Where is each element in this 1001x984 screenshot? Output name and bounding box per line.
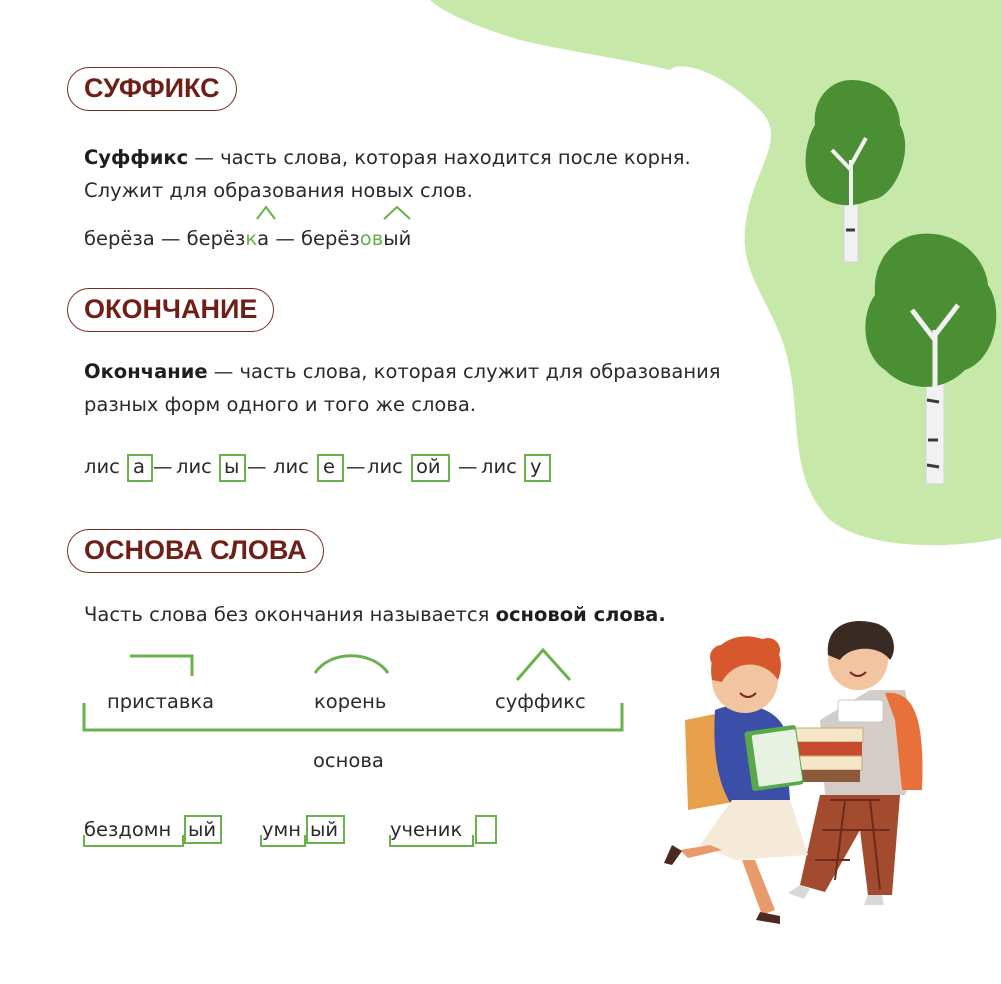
section-title-suffix: СУФФИКС [67, 67, 237, 111]
ending-example-stem-1: лис [84, 455, 120, 478]
root-symbol [315, 656, 388, 673]
stem-def-plain: Часть слова без окончания называется [84, 603, 496, 626]
stem-def-bold: основой слова. [495, 603, 666, 626]
schoolchildren-illustration [664, 621, 923, 924]
ending-example-sep-2: — [247, 455, 267, 478]
label-prefix: приставка [107, 690, 215, 713]
ending-example-stem-2: лис [176, 455, 212, 478]
ending-example-stem-5: лис [481, 455, 517, 478]
stem-definition [84, 598, 666, 631]
suffix-definition [84, 141, 691, 207]
stem-example-empty-ending [475, 815, 497, 844]
ending-example-end-1: а [133, 455, 145, 478]
ending-example-sep-4: — [458, 455, 478, 478]
label-root: корень [314, 690, 387, 713]
ending-def-line2: разных форм одного и того же слова. [84, 393, 476, 416]
section-title-stem: ОСНОВА СЛОВА [67, 529, 324, 573]
ending-example-sep-1: — [153, 455, 173, 478]
ending-example-end-2: ы [224, 455, 240, 478]
stem-example-stem-3: ученик [390, 818, 463, 841]
ending-example-end-4: ой [416, 455, 441, 478]
ending-example-end-3: е [323, 455, 335, 478]
suffix-example-part1: берёза — берёз [84, 227, 246, 250]
suffix-highlight-1: к [245, 227, 258, 250]
ending-term: Окончание [84, 360, 208, 383]
prefix-symbol [130, 656, 192, 676]
ending-example-stem-4: лис [367, 455, 403, 478]
suffix-symbol [517, 650, 570, 680]
label-suffix: суффикс [495, 690, 586, 713]
suffix-def-line2: Служит для образования новых слов. [84, 179, 473, 202]
stem-example-end-1: ый [188, 818, 217, 841]
suffix-caret-2 [384, 207, 410, 219]
suffix-example [84, 226, 411, 252]
suffix-example-part2: а — берёз [257, 227, 360, 250]
ending-example-stem-3: лис [273, 455, 309, 478]
ending-definition [84, 355, 721, 421]
suffix-term: Суффикс [84, 146, 189, 169]
suffix-def-rest: — часть слова, которая находится после корня. [188, 146, 691, 169]
suffix-caret-1 [257, 207, 275, 219]
label-stem: основа [313, 749, 384, 772]
section-title-ending: ОКОНЧАНИЕ [67, 288, 274, 332]
stem-example-stem-2: умн [262, 818, 301, 841]
ending-example-sep-3: — [346, 455, 366, 478]
suffix-example-part3: ый [383, 227, 412, 250]
stem-example-end-2: ый [310, 818, 339, 841]
ending-example-end-5: у [530, 455, 542, 478]
ending-def-rest: — часть слова, которая служит для образования [207, 360, 721, 383]
stem-example-stem-1: бездомн [84, 818, 172, 841]
suffix-highlight-2: ов [359, 227, 384, 250]
